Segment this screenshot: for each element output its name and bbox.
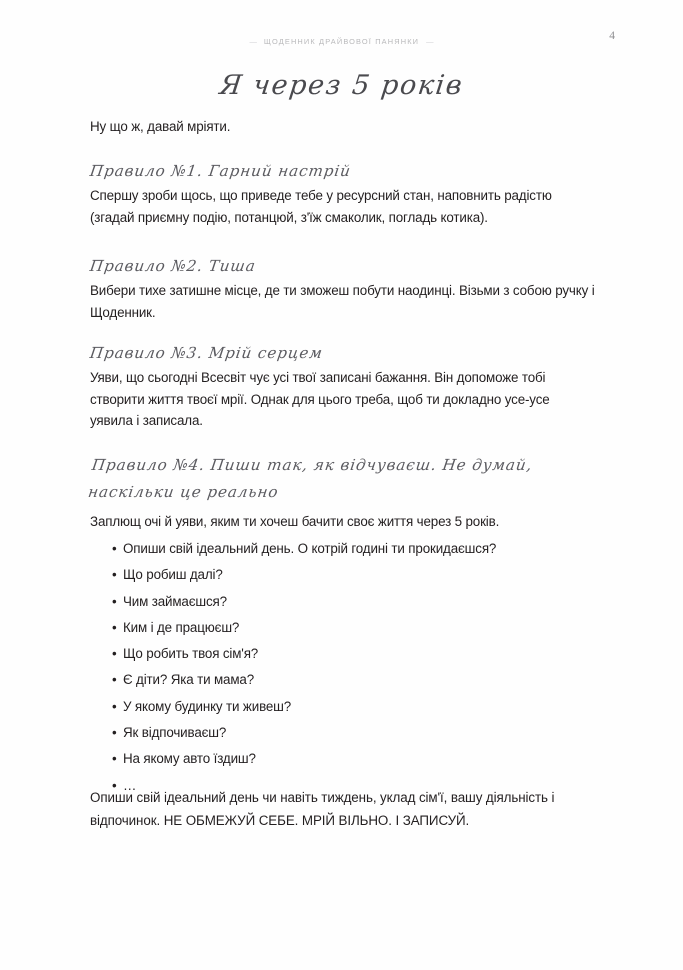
list-item-label: Опиши свій ідеальний день. О котрій годині ти прокидаєшся? — [123, 541, 497, 556]
running-head-title: ЩОДЕННИК ДРАЙВОВОЇ ПАНЯНКИ — [263, 36, 420, 46]
list-item — [112, 589, 595, 615]
list-item — [112, 720, 595, 746]
list-item — [112, 641, 595, 667]
list-item-label: Як відпочиваєш? — [123, 725, 227, 741]
prompt-paragraph-wrap — [90, 511, 595, 533]
rule-1-heading: Правило №1. Гарний настрій — [88, 162, 353, 180]
list-item-label: На якому авто їздиш? — [123, 751, 256, 767]
rule-2-body: Вибери тихе затишне місце, де ти зможеш побути наодинці. Візьми з собою ручку і Щоденник. — [90, 283, 595, 320]
question-list — [90, 536, 595, 799]
bullet-icon: • — [112, 567, 117, 583]
closing-paragraph-wrap — [90, 787, 595, 832]
list-item-label: Що робить твоя сім'я? — [123, 646, 259, 662]
list-item-label: … — [123, 777, 137, 793]
bullet-icon: • — [112, 619, 117, 635]
rule-3-body-wrap — [90, 367, 595, 432]
list-item-label: У якому будинку ти живеш? — [123, 698, 292, 714]
list-item — [112, 536, 595, 562]
rule-4-heading: Правило №4. Пиши так, як відчуваєш. Не думай, наскільки це реально — [86, 456, 534, 501]
list-item — [112, 615, 595, 641]
running-head — [0, 33, 683, 49]
intro-paragraph-wrap — [90, 116, 595, 138]
rule-3-heading: Правило №3. Мрій серцем — [88, 344, 325, 362]
rule-4-heading-wrap — [86, 452, 610, 506]
list-item-label: Ким і де працюєш? — [123, 619, 240, 635]
list-item — [112, 667, 595, 693]
list-item-label: Чим займаєшся? — [123, 593, 227, 609]
page-number: 4 — [609, 30, 615, 42]
rule-1-body-wrap — [90, 185, 595, 228]
bullet-icon: • — [112, 646, 117, 662]
bullet-icon: • — [112, 725, 117, 741]
question-list-wrap — [90, 536, 595, 799]
rule-1-body: Спершу зроби щось, що приведе тебе у ресурсний стан, наповнить радістю (згадай приємну подію, потанцюй, з'їж смаколик, погладь котика). — [90, 188, 552, 225]
bullet-icon: • — [112, 751, 117, 767]
rule-2-body-wrap — [90, 280, 595, 323]
list-item-label: Є діти? Яка ти мама? — [123, 672, 254, 688]
list-item — [112, 746, 595, 772]
closing-paragraph: Опиши свій ідеальний день чи навіть тиждень, уклад сім'ї, вашу діяльність і відпочинок. НЕ ОБМЕЖУЙ СЕБЕ. МРІЙ ВІЛЬНО. І ЗАПИСУЙ. — [90, 790, 555, 828]
rule-2-heading: Правило №2. Тиша — [88, 257, 257, 275]
intro-paragraph: Ну що ж, давай мріяти. — [90, 119, 231, 134]
list-item — [112, 694, 595, 720]
bullet-icon: • — [112, 777, 117, 793]
running-head-right-dash: — — [426, 36, 434, 46]
bullet-icon: • — [112, 672, 117, 688]
bullet-icon: • — [112, 541, 117, 556]
page-title: Я через 5 років — [217, 70, 466, 101]
rule-1-heading-wrap — [90, 160, 595, 182]
rule-3-body: Уяви, що сьогодні Всесвіт чує усі твої записані бажання. Він допоможе тобі створити життя твоєї мрії. Однак для цього треба, щоб ти докладно усе-усе уявила і записала. — [90, 370, 550, 428]
bullet-icon: • — [112, 698, 117, 714]
list-item-label: Що робиш далі? — [123, 567, 223, 583]
prompt-paragraph: Заплющ очі й уяви, яким ти хочеш бачити своє життя через 5 років. — [90, 514, 500, 529]
rule-2-heading-wrap — [90, 255, 595, 277]
bullet-icon: • — [112, 593, 117, 609]
rule-3-heading-wrap — [90, 342, 595, 364]
list-item — [112, 562, 595, 588]
running-head-left-dash: — — [249, 36, 257, 46]
